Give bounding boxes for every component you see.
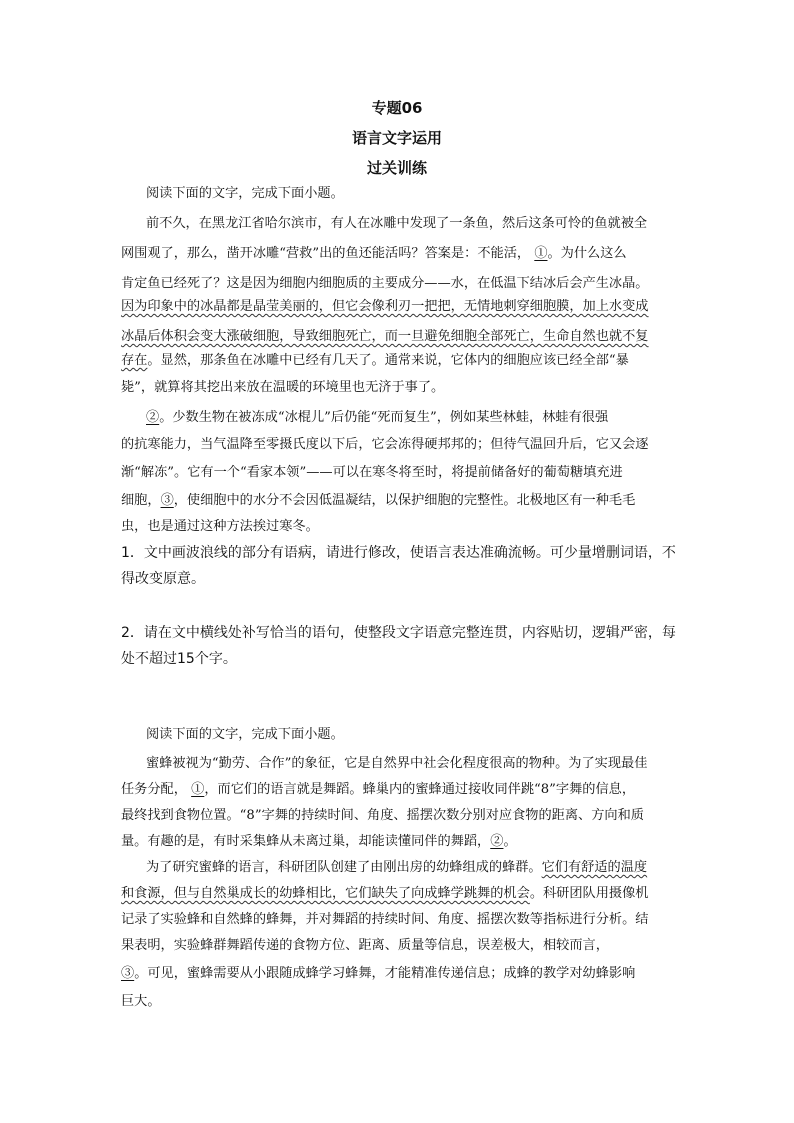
passage1-line-wavy: 因为印象中的冰晶都是晶莹美丽的，但它会像利刃一把把，无情地刺穿细胞膜，加上水变成: [121, 299, 649, 314]
topic-heading: 专题06: [371, 99, 423, 117]
passage2-line: 和食源，但与自然巢成长的幼蜂相比，它们缺失了向成蜂学跳舞的机会。科研团队用摄像机: [121, 886, 649, 901]
subject-heading: 语言文字运用: [351, 129, 442, 147]
blank-1: ①: [534, 246, 548, 261]
blank-p2-3: ③: [121, 966, 135, 981]
passage2-line: 蜜蜂被视为“勤劳、合作”的象征，它是自然界中社会化程度很高的物种。为了实现最佳: [146, 756, 648, 771]
passage1-line: 网围观了，那么，凿开冰雕“营救”出的鱼还能活吗？答案是：不能活， ①。为什么这么: [121, 246, 627, 261]
question-2-line2: 处不超过15个字。: [121, 651, 237, 667]
passage1-line: 细胞，③，使细胞中的水分不会因低温凝结，以保护细胞的完整性。北极地区有一种毛毛: [121, 493, 636, 508]
passage2-instruction: 阅读下面的文字，完成下面小题。: [146, 727, 344, 742]
passage1-instruction: 阅读下面的文字，完成下面小题。: [146, 186, 344, 201]
passage1-line: 毙”，就算将其挖出来放在温暖的环境里也无济于事了。: [121, 380, 445, 395]
blank-2: ②: [146, 410, 160, 425]
question-2-line1: 2．请在文中横线处补写恰当的语句，使整段文字语意完整连贯，内容贴切，逻辑严密，每: [121, 625, 676, 641]
passage1-line: 虫，也是通过这种方法挨过寒冬。: [121, 519, 319, 534]
passage2-line: 最终找到食物位置。“8”字舞的持续时间、角度、摇摆次数分别对应食物的距离、方向和质: [121, 808, 644, 823]
passage2-line: ③。可见，蜜蜂需要从小跟随成蜂学习蜂舞，才能精准传递信息；成蜂的教学对幼蜂影响: [121, 966, 636, 981]
question-1-line1: 1．文中画波浪线的部分有语病，请进行修改，使语言表达准确流畅。可少量增删词语，不: [121, 545, 676, 561]
passage1-line: 前不久，在黑龙江省哈尔滨市，有人在冰雕中发现了一条鱼，然后这条可怜的鱼就被全: [146, 216, 648, 231]
passage2-line: 果表明，实验蜂群舞蹈传递的食物方位、距离、质量等信息，误差极大，相较而言，: [121, 938, 609, 953]
passage2-line: 为了研究蜜蜂的语言，科研团队创建了由刚出房的幼蜂组成的蜂群。它们有舒适的温度: [146, 860, 648, 875]
blank-p2-1: ①: [191, 782, 205, 797]
passage2-line: 任务分配， ①，而它们的语言就是舞蹈。蜂巢内的蜜蜂通过接收同伴跳“8”字舞的信息，: [121, 782, 636, 797]
passage1-line: 的抗寒能力，当气温降至零摄氏度以下后，它会冻得硬邦邦的；但待气温回升后，它又会逐: [121, 437, 649, 452]
blank-3: ③: [160, 493, 174, 508]
passage2-line: 量。有趣的是，有时采集蜂从未离过巢，却能读懂同伴的舞蹈，②。: [121, 834, 517, 849]
blank-p2-2: ②: [490, 834, 504, 849]
passage2-line: 记录了实验蜂和自然蜂的蜂舞，并对舞蹈的持续时间、角度、摇摆次数等指标进行分析。结: [121, 912, 649, 927]
passage1-line: 渐“解冻”。它有一个“看家本领”——可以在寒冬将至时，将提前储备好的葡萄糖填充进: [121, 465, 623, 480]
passage2-line: 巨大。: [121, 994, 161, 1009]
passage1-line: 存在。显然，那条鱼在冰雕中已经有几天了。通常来说，它体内的细胞应该已经全部“暴: [121, 353, 629, 368]
passage1-line: ②。少数生物在被冻成“冰棍儿”后仍能“死而复生”，例如某些林蛙，林蛙有很强: [146, 410, 609, 425]
section-heading: 过关训练: [366, 159, 427, 177]
passage1-line: 肯定鱼已经死了？这是因为细胞内细胞质的主要成分——水，在低温下结冰后会产生冰晶。: [121, 276, 649, 291]
passage1-line-wavy: 冰晶后体积会变大涨破细胞，导致细胞死亡，而一旦避免细胞全部死亡，生命自然也就不复: [121, 329, 649, 344]
question-1-line2: 得改变原意。: [121, 571, 205, 587]
